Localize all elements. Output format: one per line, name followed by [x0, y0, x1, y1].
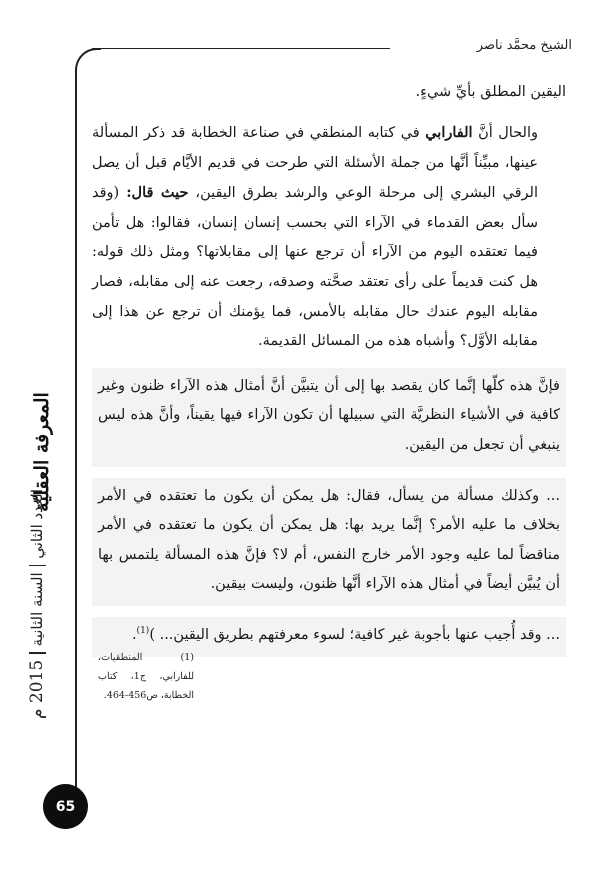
gap	[92, 606, 566, 617]
paragraph-4-end: .	[131, 626, 137, 643]
issue-info	[4, 488, 70, 720]
footnote-ref[interactable]: (1)	[136, 626, 150, 637]
paragraph-3: ... وكذلك مسألة من يسأل، فقال: هل يمكن أن يكون ما تعتقده في الأمر بخلاف ما عليه الأمر؟ إنَّما يريد بها: هل يمكن أن يكون ما تعتقده في الأمر مناقضاً لما عليه وجود الأمر خارج النفس، أم لا؟ فإنَّ هذه المسألة يلتمس بها أن يُبيَّن أيضاً في أمثال هذه الآراء أنَّها ظنون، وليست بيقين.	[92, 478, 566, 606]
issue-year: 2015 م	[27, 659, 47, 720]
paragraph-1-bold-haythu: حيث قال:	[126, 184, 189, 202]
paragraph-1-text-c: (وقد سأل بعض القدماء في الآراء التي بحسب إنسان إنسان، فقالوا: هل تأمن فيما تعتقده اليوم من الآراء أن ترجع عنها إلى مقابلاتها؟ ومثل ذلك قوله: هل كنت قديماً على رأى تعتقد صحَّته وصدقه، رجعت عنه إلى مقابله، فصار مقابله اليوم عندك حال مقابله بالأمس، فما يؤمنك أن ترجع عن هذا إلى مقابله الأوَّل؟ وأشباه هذه من المسائل القديمة.	[92, 185, 538, 350]
page-number: 65	[43, 784, 88, 829]
paragraph-4-text: ... وقد أُجيب عنها بأجوبة غير كافية؛ لسوء معرفتهم بطريق اليقين... )	[149, 626, 560, 643]
paragraph-1-bold-farabi: الفارابي	[425, 124, 473, 141]
gap	[92, 467, 566, 478]
year-label: السنة الثانية	[28, 572, 46, 647]
paragraph-2: فإنَّ هذه كلّها إنَّما كان يقصد بها إلى أن يتبيَّن أنَّ أمثال هذه الآراء ظنون وغير كافية في الأشياء النظريَّة التي سبيلها أن تكون الآراء فيها يقيناً، وأنَّ هذه ليس ينبغي أن تجعل من اليقين.	[92, 368, 566, 467]
journal-name: المعرفة العقليّة	[31, 392, 54, 512]
separator	[29, 565, 46, 567]
paragraph-1-text-b: في كتابه المنطقي في صناعة الخطابة قد ذكر المسألة عينها، مبيِّناً أنَّها من جملة الأسئلة التي طرحت في قديم الأيَّام قبل أن يصل الرقي البشري إلى مرحلة الوعي والرشد بطرق اليقين،	[92, 125, 538, 202]
paragraph-1	[92, 118, 566, 357]
footnote: (1) المنطقيات، للفارابي، ج1، كتاب الخطابة، ص456-464.	[98, 652, 194, 701]
header-author: الشيخ محمَّد ناصر	[476, 38, 572, 53]
header-rule	[92, 48, 390, 49]
body-text	[92, 78, 566, 657]
separator	[29, 652, 46, 654]
paragraph-0: اليقين المطلق بأيِّ شيءٍ.	[415, 84, 566, 100]
issue-label: العدد الثاني	[28, 488, 46, 559]
issue-info-text	[27, 489, 47, 719]
gap	[92, 357, 566, 368]
frame-vertical-line	[75, 85, 77, 795]
paragraph-1-text-a: والحال أنَّ	[472, 125, 538, 141]
